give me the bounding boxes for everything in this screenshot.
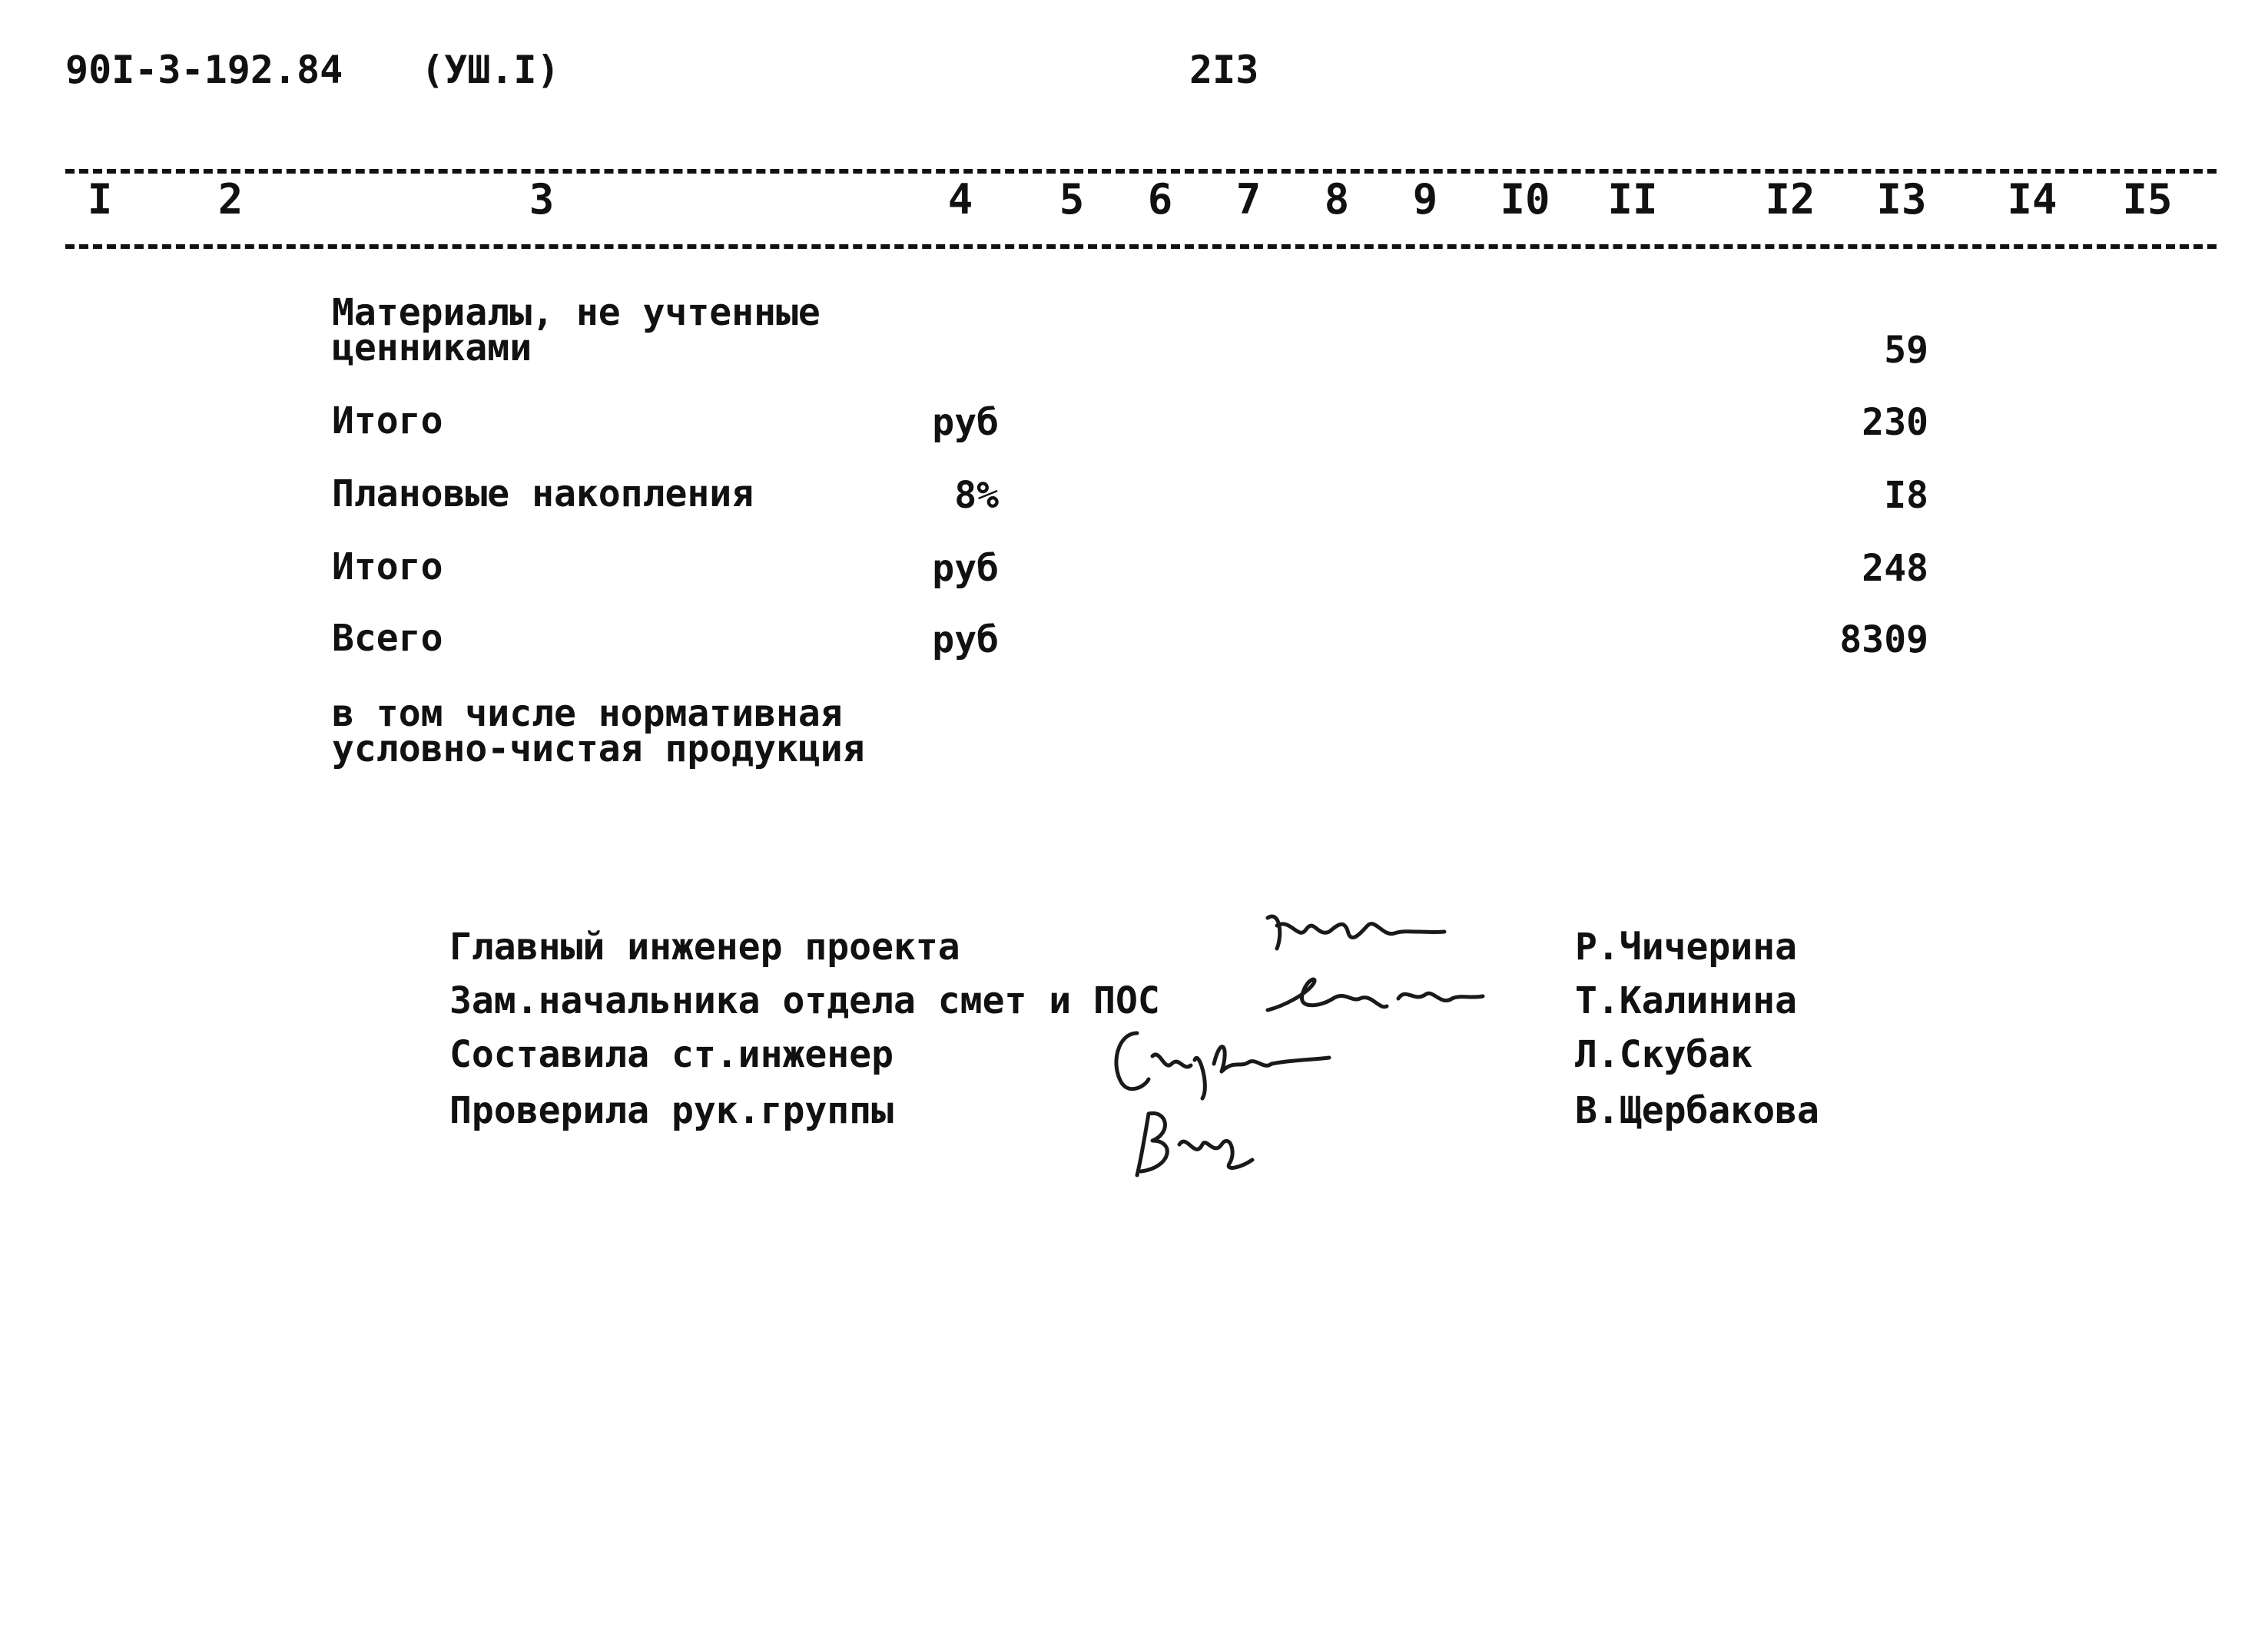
row-value: 248 — [1862, 547, 1928, 590]
signer-role: Главный инженер проекта — [449, 926, 960, 969]
row-label: Всего — [332, 617, 443, 660]
signer-role: Проверила рук.группы — [449, 1089, 894, 1132]
row-label: в том числе нормативная — [332, 692, 843, 735]
column-number: 9 — [1412, 175, 1438, 224]
signer-name: В.Щербакова — [1575, 1089, 1819, 1132]
row-unit: руб — [932, 401, 999, 444]
column-number: I4 — [2007, 175, 2057, 224]
table-top-rule — [65, 169, 2217, 174]
handwritten-signature — [1122, 1098, 1275, 1183]
column-number: 8 — [1324, 175, 1350, 224]
row-unit: руб — [932, 547, 999, 590]
handwritten-signature — [1260, 964, 1490, 1025]
column-number: I3 — [1876, 175, 1927, 224]
document-code: 90I-3-192.84 — [65, 48, 343, 92]
row-label-continued: ценниками — [332, 326, 532, 369]
column-number: II — [1607, 175, 1658, 224]
signer-name: Р.Чичерина — [1575, 926, 1797, 969]
row-value: 230 — [1862, 401, 1928, 444]
column-number: I5 — [2122, 175, 2173, 224]
column-number: I0 — [1500, 175, 1550, 224]
column-number: I — [87, 175, 113, 224]
column-number: I2 — [1765, 175, 1815, 224]
page-number: 2I3 — [1189, 48, 1259, 92]
row-unit: 8% — [954, 474, 999, 517]
row-label: Материалы, не учтенные — [332, 291, 821, 334]
row-label: Итого — [332, 545, 443, 588]
row-value: 59 — [1884, 329, 1928, 372]
row-value: I8 — [1884, 474, 1928, 517]
column-number: 7 — [1235, 175, 1262, 224]
column-number: 4 — [947, 175, 973, 224]
column-number: 5 — [1059, 175, 1085, 224]
signer-name: Л.Скубак — [1575, 1033, 1753, 1076]
signer-name: Т.Калинина — [1575, 979, 1797, 1022]
table-header-rule — [65, 244, 2217, 249]
album-number: (УШ.I) — [421, 48, 560, 92]
signer-role: Зам.начальника отдела смет и ПОС — [449, 979, 1160, 1022]
row-label-continued: условно-чистая продукция — [332, 727, 865, 770]
column-number: 3 — [529, 175, 555, 224]
handwritten-signature — [1106, 1018, 1337, 1102]
column-number: 2 — [217, 175, 244, 224]
handwritten-signature — [1260, 895, 1452, 964]
row-label: Итого — [332, 399, 443, 442]
row-unit: руб — [932, 618, 999, 661]
row-label: Плановые накопления — [332, 472, 754, 515]
row-value: 8309 — [1839, 618, 1928, 661]
column-number: 6 — [1147, 175, 1173, 224]
signer-role: Составила ст.инженер — [449, 1033, 894, 1076]
